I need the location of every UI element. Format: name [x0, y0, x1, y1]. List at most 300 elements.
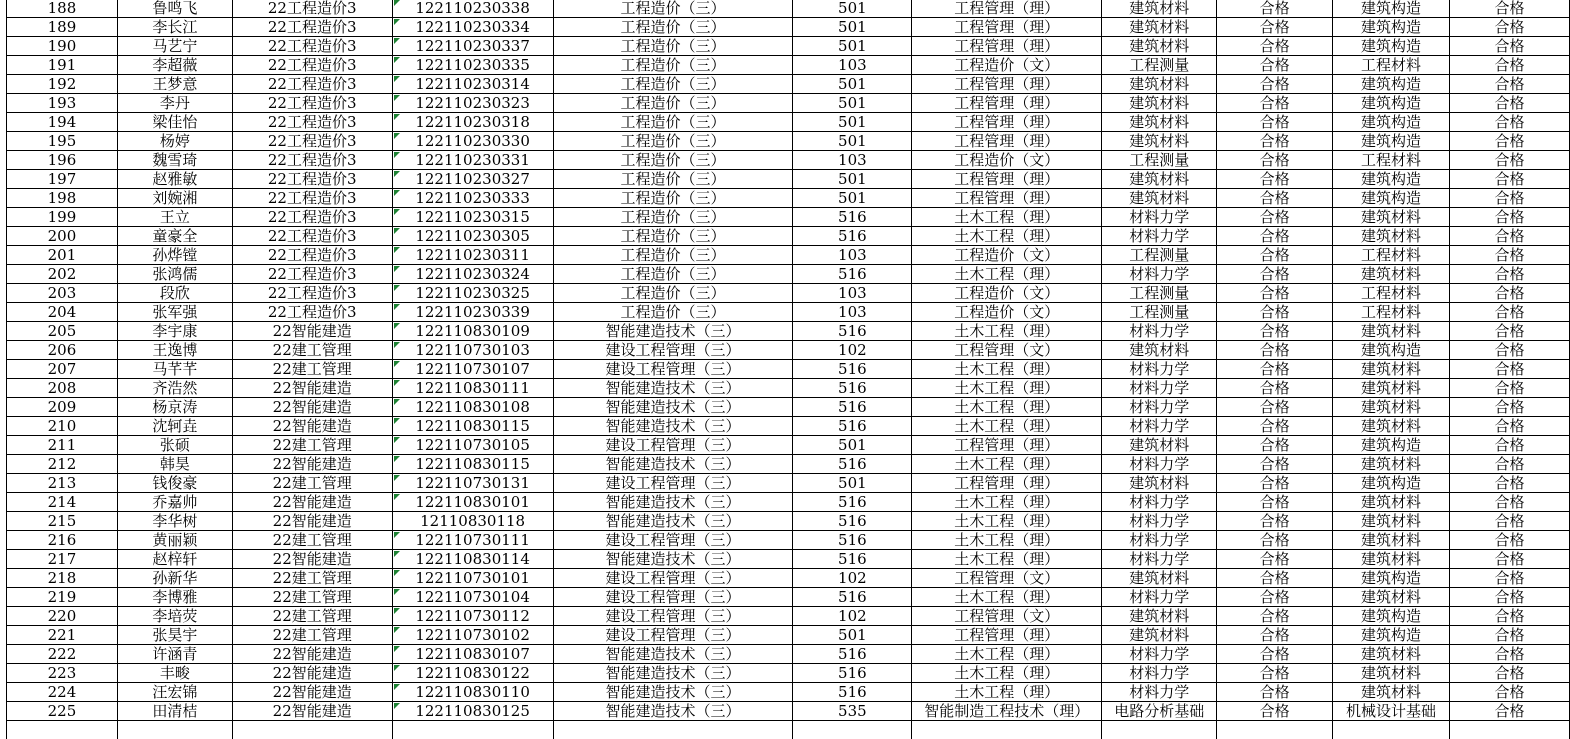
name-cell[interactable]: 李宇康: [117, 322, 232, 341]
row-number-cell[interactable]: 193: [7, 94, 118, 113]
subject1-cell[interactable]: 材料力学: [1102, 398, 1217, 417]
result1-cell[interactable]: 合格: [1217, 208, 1333, 227]
subject1-cell[interactable]: 工程测量: [1102, 284, 1217, 303]
name-cell[interactable]: 黄丽颖: [117, 531, 232, 550]
code-cell[interactable]: 103: [793, 284, 912, 303]
code-cell[interactable]: 501: [793, 113, 912, 132]
class-cell[interactable]: 22智能建造: [232, 664, 392, 683]
name-cell[interactable]: 沈轲垚: [117, 417, 232, 436]
student-id-cell[interactable]: 122110830125: [392, 702, 553, 721]
subject1-cell[interactable]: 材料力学: [1102, 683, 1217, 702]
code-cell[interactable]: 103: [793, 303, 912, 322]
result2-cell[interactable]: 合格: [1450, 436, 1570, 455]
subject1-cell[interactable]: 材料力学: [1102, 227, 1217, 246]
program-cell[interactable]: 工程造价（三）: [553, 18, 793, 37]
row-number-cell[interactable]: 191: [7, 56, 118, 75]
subject1-cell[interactable]: 材料力学: [1102, 493, 1217, 512]
student-id-cell[interactable]: 122110230330: [392, 132, 553, 151]
subject2-cell[interactable]: 建筑材料: [1333, 379, 1450, 398]
program-cell[interactable]: 工程造价（三）: [553, 94, 793, 113]
class-cell[interactable]: 22工程造价3: [232, 265, 392, 284]
student-id-cell[interactable]: 122110730104: [392, 588, 553, 607]
code-cell[interactable]: 501: [793, 37, 912, 56]
name-cell[interactable]: [117, 721, 232, 739]
subject2-cell[interactable]: 建筑材料: [1333, 360, 1450, 379]
name-cell[interactable]: 李华树: [117, 512, 232, 531]
name-cell[interactable]: 韩昊: [117, 455, 232, 474]
code-cell[interactable]: 516: [793, 550, 912, 569]
name-cell[interactable]: 乔嘉帅: [117, 493, 232, 512]
name-cell[interactable]: 鲁鸣飞: [117, 0, 232, 18]
subject2-cell[interactable]: 机械设计基础: [1333, 702, 1450, 721]
row-number-cell[interactable]: 192: [7, 75, 118, 94]
result1-cell[interactable]: 合格: [1217, 512, 1333, 531]
program-cell[interactable]: 建设工程管理（三）: [553, 360, 793, 379]
result1-cell[interactable]: 合格: [1217, 531, 1333, 550]
program-cell[interactable]: 智能建造技术（三）: [553, 417, 793, 436]
target-major-cell[interactable]: 土木工程（理）: [912, 588, 1102, 607]
result2-cell[interactable]: 合格: [1450, 512, 1570, 531]
name-cell[interactable]: 杨婷: [117, 132, 232, 151]
subject2-cell[interactable]: 建筑材料: [1333, 550, 1450, 569]
code-cell[interactable]: 102: [793, 607, 912, 626]
row-number-cell[interactable]: 195: [7, 132, 118, 151]
code-cell[interactable]: 501: [793, 18, 912, 37]
class-cell[interactable]: 22智能建造: [232, 683, 392, 702]
name-cell[interactable]: 汪宏锦: [117, 683, 232, 702]
row-number-cell[interactable]: 218: [7, 569, 118, 588]
program-cell[interactable]: 智能建造技术（三）: [553, 455, 793, 474]
class-cell[interactable]: 22智能建造: [232, 702, 392, 721]
target-major-cell[interactable]: 土木工程（理）: [912, 265, 1102, 284]
name-cell[interactable]: 李培荧: [117, 607, 232, 626]
subject2-cell[interactable]: 建筑构造: [1333, 0, 1450, 18]
name-cell[interactable]: 赵梓轩: [117, 550, 232, 569]
result1-cell[interactable]: 合格: [1217, 588, 1333, 607]
class-cell[interactable]: 22建工管理: [232, 360, 392, 379]
name-cell[interactable]: 张昊宇: [117, 626, 232, 645]
row-number-cell[interactable]: 204: [7, 303, 118, 322]
class-cell[interactable]: 22建工管理: [232, 588, 392, 607]
code-cell[interactable]: 501: [793, 0, 912, 18]
target-major-cell[interactable]: 土木工程（理）: [912, 645, 1102, 664]
result2-cell[interactable]: 合格: [1450, 303, 1570, 322]
row-number-cell[interactable]: 200: [7, 227, 118, 246]
subject1-cell[interactable]: 材料力学: [1102, 360, 1217, 379]
name-cell[interactable]: 刘婉湘: [117, 189, 232, 208]
target-major-cell[interactable]: [912, 721, 1102, 739]
subject2-cell[interactable]: 建筑构造: [1333, 170, 1450, 189]
name-cell[interactable]: 张鸿儒: [117, 265, 232, 284]
subject1-cell[interactable]: 建筑材料: [1102, 0, 1217, 18]
row-number-cell[interactable]: 189: [7, 18, 118, 37]
name-cell[interactable]: 梁佳怡: [117, 113, 232, 132]
result2-cell[interactable]: 合格: [1450, 56, 1570, 75]
result2-cell[interactable]: 合格: [1450, 493, 1570, 512]
target-major-cell[interactable]: 工程管理（文）: [912, 569, 1102, 588]
row-number-cell[interactable]: [7, 721, 118, 739]
target-major-cell[interactable]: 工程造价（文）: [912, 151, 1102, 170]
subject1-cell[interactable]: 材料力学: [1102, 455, 1217, 474]
subject1-cell[interactable]: 材料力学: [1102, 322, 1217, 341]
result1-cell[interactable]: 合格: [1217, 550, 1333, 569]
subject2-cell[interactable]: 建筑构造: [1333, 18, 1450, 37]
class-cell[interactable]: 22工程造价3: [232, 113, 392, 132]
code-cell[interactable]: 501: [793, 170, 912, 189]
class-cell[interactable]: 22工程造价3: [232, 227, 392, 246]
code-cell[interactable]: 516: [793, 683, 912, 702]
class-cell[interactable]: 22工程造价3: [232, 0, 392, 18]
program-cell[interactable]: 智能建造技术（三）: [553, 493, 793, 512]
row-number-cell[interactable]: 199: [7, 208, 118, 227]
row-number-cell[interactable]: 190: [7, 37, 118, 56]
row-number-cell[interactable]: 211: [7, 436, 118, 455]
target-major-cell[interactable]: 土木工程（理）: [912, 322, 1102, 341]
class-cell[interactable]: 22智能建造: [232, 512, 392, 531]
subject2-cell[interactable]: 建筑构造: [1333, 569, 1450, 588]
program-cell[interactable]: 建设工程管理（三）: [553, 607, 793, 626]
target-major-cell[interactable]: 工程管理（文）: [912, 607, 1102, 626]
row-number-cell[interactable]: 194: [7, 113, 118, 132]
class-cell[interactable]: 22工程造价3: [232, 151, 392, 170]
subject1-cell[interactable]: 建筑材料: [1102, 569, 1217, 588]
subject1-cell[interactable]: 建筑材料: [1102, 113, 1217, 132]
class-cell[interactable]: 22建工管理: [232, 607, 392, 626]
subject2-cell[interactable]: 工程材料: [1333, 151, 1450, 170]
result1-cell[interactable]: 合格: [1217, 189, 1333, 208]
row-number-cell[interactable]: 214: [7, 493, 118, 512]
subject1-cell[interactable]: 工程测量: [1102, 246, 1217, 265]
row-number-cell[interactable]: 220: [7, 607, 118, 626]
program-cell[interactable]: 工程造价（三）: [553, 265, 793, 284]
student-id-cell[interactable]: 122110830108: [392, 398, 553, 417]
row-number-cell[interactable]: 213: [7, 474, 118, 493]
code-cell[interactable]: 516: [793, 208, 912, 227]
code-cell[interactable]: 102: [793, 341, 912, 360]
result1-cell[interactable]: 合格: [1217, 702, 1333, 721]
result2-cell[interactable]: 合格: [1450, 37, 1570, 56]
row-number-cell[interactable]: 222: [7, 645, 118, 664]
target-major-cell[interactable]: 土木工程（理）: [912, 208, 1102, 227]
program-cell[interactable]: 智能建造技术（三）: [553, 702, 793, 721]
program-cell[interactable]: 建设工程管理（三）: [553, 436, 793, 455]
subject1-cell[interactable]: 建筑材料: [1102, 189, 1217, 208]
code-cell[interactable]: 516: [793, 227, 912, 246]
student-id-cell[interactable]: 122110830101: [392, 493, 553, 512]
student-id-cell[interactable]: 122110730102: [392, 626, 553, 645]
row-number-cell[interactable]: 224: [7, 683, 118, 702]
subject2-cell[interactable]: 建筑构造: [1333, 37, 1450, 56]
row-number-cell[interactable]: 216: [7, 531, 118, 550]
result1-cell[interactable]: 合格: [1217, 569, 1333, 588]
name-cell[interactable]: 马芊芊: [117, 360, 232, 379]
code-cell[interactable]: 501: [793, 626, 912, 645]
student-id-cell[interactable]: 122110230338: [392, 0, 553, 18]
code-cell[interactable]: 516: [793, 493, 912, 512]
student-id-cell[interactable]: 122110730105: [392, 436, 553, 455]
name-cell[interactable]: 王梦意: [117, 75, 232, 94]
target-major-cell[interactable]: 土木工程（理）: [912, 360, 1102, 379]
row-number-cell[interactable]: 201: [7, 246, 118, 265]
row-number-cell[interactable]: 219: [7, 588, 118, 607]
student-id-cell[interactable]: 122110730107: [392, 360, 553, 379]
student-id-cell[interactable]: 122110230323: [392, 94, 553, 113]
program-cell[interactable]: 工程造价（三）: [553, 37, 793, 56]
result2-cell[interactable]: [1450, 721, 1570, 739]
student-id-cell[interactable]: 122110730111: [392, 531, 553, 550]
subject1-cell[interactable]: 建筑材料: [1102, 37, 1217, 56]
result2-cell[interactable]: 合格: [1450, 227, 1570, 246]
subject1-cell[interactable]: 建筑材料: [1102, 474, 1217, 493]
result1-cell[interactable]: 合格: [1217, 341, 1333, 360]
student-id-cell[interactable]: 122110830114: [392, 550, 553, 569]
subject1-cell[interactable]: 材料力学: [1102, 512, 1217, 531]
name-cell[interactable]: 王立: [117, 208, 232, 227]
target-major-cell[interactable]: 土木工程（理）: [912, 683, 1102, 702]
student-id-cell[interactable]: 122110230314: [392, 75, 553, 94]
program-cell[interactable]: 智能建造技术（三）: [553, 550, 793, 569]
result2-cell[interactable]: 合格: [1450, 683, 1570, 702]
program-cell[interactable]: 工程造价（三）: [553, 189, 793, 208]
result1-cell[interactable]: 合格: [1217, 170, 1333, 189]
result1-cell[interactable]: 合格: [1217, 132, 1333, 151]
class-cell[interactable]: 22建工管理: [232, 436, 392, 455]
code-cell[interactable]: 516: [793, 455, 912, 474]
target-major-cell[interactable]: 工程造价（文）: [912, 303, 1102, 322]
subject1-cell[interactable]: 建筑材料: [1102, 18, 1217, 37]
name-cell[interactable]: 齐浩然: [117, 379, 232, 398]
name-cell[interactable]: 李长江: [117, 18, 232, 37]
class-cell[interactable]: 22建工管理: [232, 341, 392, 360]
target-major-cell[interactable]: 土木工程（理）: [912, 512, 1102, 531]
class-cell[interactable]: 22工程造价3: [232, 208, 392, 227]
class-cell[interactable]: 22智能建造: [232, 455, 392, 474]
target-major-cell[interactable]: 土木工程（理）: [912, 493, 1102, 512]
code-cell[interactable]: [793, 721, 912, 739]
program-cell[interactable]: 工程造价（三）: [553, 227, 793, 246]
result1-cell[interactable]: [1217, 721, 1333, 739]
program-cell[interactable]: 工程造价（三）: [553, 113, 793, 132]
student-id-cell[interactable]: 122110230335: [392, 56, 553, 75]
class-cell[interactable]: 22建工管理: [232, 531, 392, 550]
student-id-cell[interactable]: 122110230331: [392, 151, 553, 170]
program-cell[interactable]: 工程造价（三）: [553, 284, 793, 303]
result2-cell[interactable]: 合格: [1450, 151, 1570, 170]
program-cell[interactable]: 智能建造技术（三）: [553, 322, 793, 341]
student-id-cell[interactable]: 12110830118: [392, 512, 553, 531]
student-id-cell[interactable]: 122110230333: [392, 189, 553, 208]
subject1-cell[interactable]: 工程测量: [1102, 303, 1217, 322]
program-cell[interactable]: 智能建造技术（三）: [553, 379, 793, 398]
class-cell[interactable]: 22工程造价3: [232, 170, 392, 189]
result2-cell[interactable]: 合格: [1450, 341, 1570, 360]
program-cell[interactable]: 智能建造技术（三）: [553, 664, 793, 683]
target-major-cell[interactable]: 工程造价（文）: [912, 284, 1102, 303]
class-cell[interactable]: 22智能建造: [232, 379, 392, 398]
code-cell[interactable]: 516: [793, 531, 912, 550]
program-cell[interactable]: 工程造价（三）: [553, 75, 793, 94]
name-cell[interactable]: 马艺宁: [117, 37, 232, 56]
row-number-cell[interactable]: 203: [7, 284, 118, 303]
class-cell[interactable]: 22工程造价3: [232, 18, 392, 37]
class-cell[interactable]: 22工程造价3: [232, 75, 392, 94]
student-id-cell[interactable]: 122110230305: [392, 227, 553, 246]
result2-cell[interactable]: 合格: [1450, 75, 1570, 94]
student-id-cell[interactable]: 122110230325: [392, 284, 553, 303]
result2-cell[interactable]: 合格: [1450, 322, 1570, 341]
target-major-cell[interactable]: 土木工程（理）: [912, 550, 1102, 569]
row-number-cell[interactable]: 223: [7, 664, 118, 683]
target-major-cell[interactable]: 工程管理（文）: [912, 341, 1102, 360]
program-cell[interactable]: [553, 721, 793, 739]
program-cell[interactable]: 建设工程管理（三）: [553, 341, 793, 360]
result1-cell[interactable]: 合格: [1217, 322, 1333, 341]
program-cell[interactable]: 建设工程管理（三）: [553, 531, 793, 550]
name-cell[interactable]: 许涵青: [117, 645, 232, 664]
student-id-cell[interactable]: 122110230311: [392, 246, 553, 265]
result2-cell[interactable]: 合格: [1450, 208, 1570, 227]
target-major-cell[interactable]: 土木工程（理）: [912, 379, 1102, 398]
student-id-cell[interactable]: 122110230324: [392, 265, 553, 284]
name-cell[interactable]: 赵雅敏: [117, 170, 232, 189]
subject2-cell[interactable]: 建筑材料: [1333, 208, 1450, 227]
result2-cell[interactable]: 合格: [1450, 664, 1570, 683]
code-cell[interactable]: 102: [793, 569, 912, 588]
subject1-cell[interactable]: 材料力学: [1102, 531, 1217, 550]
code-cell[interactable]: 516: [793, 360, 912, 379]
result2-cell[interactable]: 合格: [1450, 417, 1570, 436]
subject2-cell[interactable]: 建筑材料: [1333, 531, 1450, 550]
class-cell[interactable]: 22建工管理: [232, 474, 392, 493]
subject1-cell[interactable]: 材料力学: [1102, 379, 1217, 398]
subject2-cell[interactable]: 建筑材料: [1333, 588, 1450, 607]
student-id-cell[interactable]: 122110230318: [392, 113, 553, 132]
code-cell[interactable]: 501: [793, 189, 912, 208]
subject1-cell[interactable]: 建筑材料: [1102, 607, 1217, 626]
subject2-cell[interactable]: 建筑构造: [1333, 113, 1450, 132]
student-id-cell[interactable]: 122110830111: [392, 379, 553, 398]
code-cell[interactable]: 516: [793, 588, 912, 607]
target-major-cell[interactable]: 土木工程（理）: [912, 664, 1102, 683]
name-cell[interactable]: 孙烨镗: [117, 246, 232, 265]
subject1-cell[interactable]: 建筑材料: [1102, 436, 1217, 455]
subject2-cell[interactable]: 建筑材料: [1333, 512, 1450, 531]
target-major-cell[interactable]: 工程管理（理）: [912, 94, 1102, 113]
result2-cell[interactable]: 合格: [1450, 360, 1570, 379]
result2-cell[interactable]: 合格: [1450, 474, 1570, 493]
result1-cell[interactable]: 合格: [1217, 284, 1333, 303]
subject2-cell[interactable]: 建筑构造: [1333, 626, 1450, 645]
program-cell[interactable]: 工程造价（三）: [553, 132, 793, 151]
subject1-cell[interactable]: 材料力学: [1102, 588, 1217, 607]
name-cell[interactable]: 李超薇: [117, 56, 232, 75]
result2-cell[interactable]: 合格: [1450, 0, 1570, 18]
student-id-cell[interactable]: 122110730103: [392, 341, 553, 360]
subject1-cell[interactable]: 工程测量: [1102, 151, 1217, 170]
result2-cell[interactable]: 合格: [1450, 113, 1570, 132]
subject2-cell[interactable]: 建筑材料: [1333, 683, 1450, 702]
target-major-cell[interactable]: 工程管理（理）: [912, 189, 1102, 208]
subject2-cell[interactable]: [1333, 721, 1450, 739]
subject2-cell[interactable]: 工程材料: [1333, 284, 1450, 303]
result1-cell[interactable]: 合格: [1217, 75, 1333, 94]
subject1-cell[interactable]: 电路分析基础: [1102, 702, 1217, 721]
row-number-cell[interactable]: 208: [7, 379, 118, 398]
code-cell[interactable]: 501: [793, 132, 912, 151]
subject2-cell[interactable]: 建筑构造: [1333, 75, 1450, 94]
result1-cell[interactable]: 合格: [1217, 94, 1333, 113]
student-id-cell[interactable]: 122110230315: [392, 208, 553, 227]
subject2-cell[interactable]: 建筑材料: [1333, 455, 1450, 474]
target-major-cell[interactable]: 工程造价（文）: [912, 246, 1102, 265]
result2-cell[interactable]: 合格: [1450, 94, 1570, 113]
code-cell[interactable]: 516: [793, 417, 912, 436]
code-cell[interactable]: 103: [793, 151, 912, 170]
student-id-cell[interactable]: 122110230339: [392, 303, 553, 322]
code-cell[interactable]: 103: [793, 56, 912, 75]
result1-cell[interactable]: 合格: [1217, 683, 1333, 702]
code-cell[interactable]: 516: [793, 664, 912, 683]
row-number-cell[interactable]: 217: [7, 550, 118, 569]
student-id-cell[interactable]: 122110830122: [392, 664, 553, 683]
program-cell[interactable]: 建设工程管理（三）: [553, 588, 793, 607]
code-cell[interactable]: 103: [793, 246, 912, 265]
row-number-cell[interactable]: 198: [7, 189, 118, 208]
class-cell[interactable]: 22工程造价3: [232, 94, 392, 113]
result1-cell[interactable]: 合格: [1217, 398, 1333, 417]
target-major-cell[interactable]: 土木工程（理）: [912, 227, 1102, 246]
code-cell[interactable]: 501: [793, 436, 912, 455]
program-cell[interactable]: 建设工程管理（三）: [553, 569, 793, 588]
result1-cell[interactable]: 合格: [1217, 436, 1333, 455]
row-number-cell[interactable]: 225: [7, 702, 118, 721]
name-cell[interactable]: 张硕: [117, 436, 232, 455]
student-id-cell[interactable]: 122110730112: [392, 607, 553, 626]
result2-cell[interactable]: 合格: [1450, 702, 1570, 721]
result1-cell[interactable]: 合格: [1217, 265, 1333, 284]
target-major-cell[interactable]: 工程管理（理）: [912, 0, 1102, 18]
subject1-cell[interactable]: 材料力学: [1102, 645, 1217, 664]
result2-cell[interactable]: 合格: [1450, 607, 1570, 626]
result1-cell[interactable]: 合格: [1217, 113, 1333, 132]
result1-cell[interactable]: 合格: [1217, 0, 1333, 18]
result2-cell[interactable]: 合格: [1450, 379, 1570, 398]
name-cell[interactable]: 李丹: [117, 94, 232, 113]
result1-cell[interactable]: 合格: [1217, 18, 1333, 37]
program-cell[interactable]: 工程造价（三）: [553, 208, 793, 227]
class-cell[interactable]: 22建工管理: [232, 569, 392, 588]
result2-cell[interactable]: 合格: [1450, 170, 1570, 189]
result2-cell[interactable]: 合格: [1450, 550, 1570, 569]
subject2-cell[interactable]: 建筑构造: [1333, 132, 1450, 151]
program-cell[interactable]: 建设工程管理（三）: [553, 474, 793, 493]
target-major-cell[interactable]: 土木工程（理）: [912, 531, 1102, 550]
result2-cell[interactable]: 合格: [1450, 132, 1570, 151]
student-id-cell[interactable]: 122110830107: [392, 645, 553, 664]
class-cell[interactable]: 22智能建造: [232, 645, 392, 664]
subject1-cell[interactable]: 材料力学: [1102, 550, 1217, 569]
row-number-cell[interactable]: 196: [7, 151, 118, 170]
target-major-cell[interactable]: 工程管理（理）: [912, 436, 1102, 455]
target-major-cell[interactable]: 工程造价（文）: [912, 56, 1102, 75]
subject2-cell[interactable]: 建筑构造: [1333, 474, 1450, 493]
target-major-cell[interactable]: 工程管理（理）: [912, 474, 1102, 493]
target-major-cell[interactable]: 工程管理（理）: [912, 113, 1102, 132]
subject2-cell[interactable]: 建筑材料: [1333, 227, 1450, 246]
target-major-cell[interactable]: 土木工程（理）: [912, 417, 1102, 436]
subject1-cell[interactable]: 建筑材料: [1102, 75, 1217, 94]
subject2-cell[interactable]: 建筑构造: [1333, 189, 1450, 208]
